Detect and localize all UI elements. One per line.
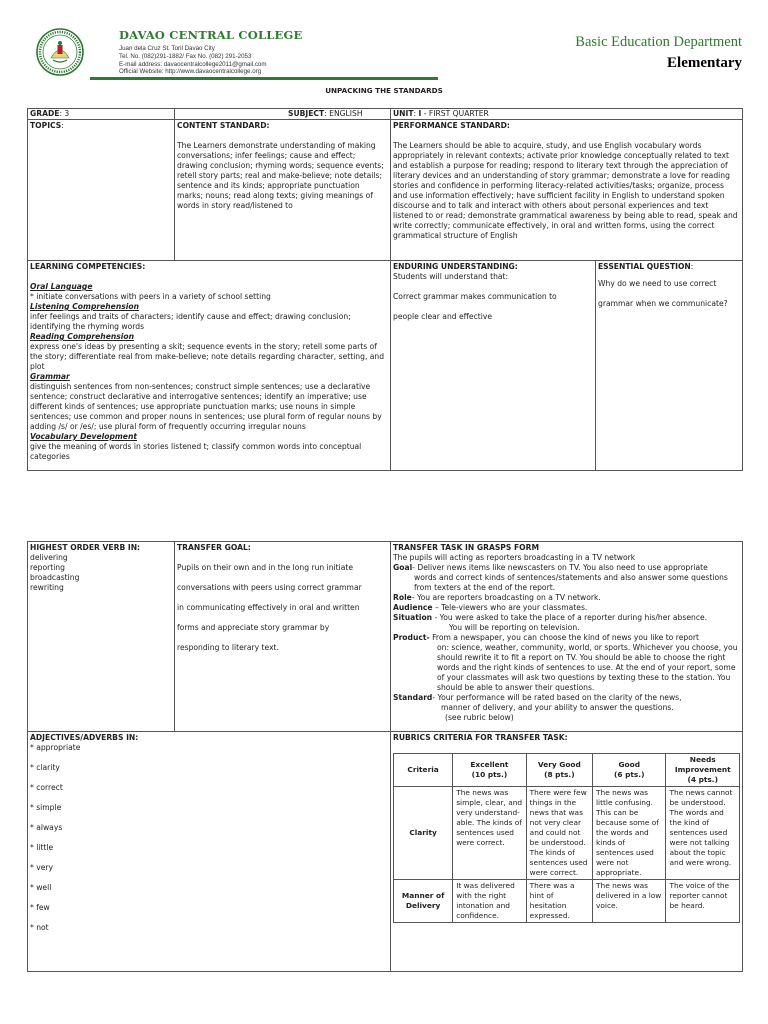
rubric-cell-text: The news was delivered in a low voice. xyxy=(593,880,666,923)
essential-question-line: grammar when we communicate? xyxy=(598,299,728,308)
enduring-understanding-cell xyxy=(391,261,596,471)
enduring-line: Correct grammar makes communication to xyxy=(393,292,557,301)
learning-competencies-label: LEARNING COMPETENCIES: xyxy=(30,262,146,271)
competency-text: infer feelings and traits of characters; identify cause and effect; drawing conclusion; identifying the rhyming words xyxy=(30,312,351,331)
rubric-cell-text: The voice of the reporter cannot be heard. xyxy=(666,880,740,923)
competency-heading: Vocabulary Development xyxy=(30,432,137,441)
rubric-cell xyxy=(391,732,743,972)
subject-cell: SUBJECT: ENGLISH xyxy=(175,109,391,120)
transfer-goal-line: responding to literary text. xyxy=(177,643,279,652)
rubric-header: Needs Improvement (4 pts.) xyxy=(666,754,740,787)
performance-standard-label: PERFORMANCE STANDARD: xyxy=(393,121,510,130)
highest-order-verb-cell xyxy=(28,542,175,732)
enduring-understanding-label: ENDURING UNDERSTANDING: xyxy=(393,262,518,271)
learning-competencies-cell xyxy=(28,261,391,471)
essential-question-label: ESSENTIAL QUESTION xyxy=(598,262,691,271)
grasps-audience: Audience – Tele-viewers who are your classmates. xyxy=(393,603,588,612)
grasps-standard: Standard- Your performance will be rated based on the clarity of the news, xyxy=(393,693,682,702)
rubric-table xyxy=(393,753,740,923)
topics-cell: TOPICS: xyxy=(28,120,175,261)
adjective-item: * clarity xyxy=(30,763,60,772)
grasps-goal: Goal- Deliver news items like newscasters on TV. You also need to use appropriate xyxy=(393,563,708,572)
rubric-cell-text: The news was simple, clear, and very understand-able. The kinds of sentences used were correct. xyxy=(453,787,526,880)
grasps-standard-note: (see rubric below) xyxy=(445,713,514,722)
transfer-goal-line: forms and appreciate story grammar by xyxy=(177,623,330,632)
highest-order-verb-label: HIGHEST ORDER VERB IN: xyxy=(30,543,141,552)
competency-text: give the meaning of words in stories listened t; classify common words into conceptual categories xyxy=(30,442,362,461)
verb-item: broadcasting xyxy=(30,573,80,582)
enduring-line: Students will understand that: xyxy=(393,272,509,281)
transfer-goal-line: Pupils on their own and in the long run initiate xyxy=(177,563,354,572)
enduring-line: people clear and effective xyxy=(393,312,493,321)
content-standard-cell xyxy=(175,120,391,261)
content-standard-label: CONTENT STANDARD: xyxy=(177,121,270,130)
rubric-header: Good (6 pts.) xyxy=(593,754,666,787)
competency-heading: Grammar xyxy=(30,372,70,381)
adjective-item: * correct xyxy=(30,783,63,792)
department-block xyxy=(575,34,742,72)
adjective-item: * little xyxy=(30,843,54,852)
grasps-situation-cont: You will be reporting on television. xyxy=(449,623,580,632)
college-address: Juan dela Cruz St. Toril Davao City xyxy=(119,45,215,52)
rubric-label: RUBRICS CRITERIA FOR TRANSFER TASK: xyxy=(393,733,568,742)
adjective-item: * few xyxy=(30,903,50,912)
rubric-header: Excellent (10 pts.) xyxy=(453,754,526,787)
competency-text: * initiate conversations with peers in a variety of school setting xyxy=(30,292,271,301)
college-info-block xyxy=(119,28,302,76)
unit-cell: UNIT: I - FIRST QUARTER xyxy=(391,109,743,120)
transfer-goal-cell xyxy=(175,542,391,732)
rubric-cell-text: The news was little confusing. This can be because some of the words and kinds of sentences used were not appropriate. xyxy=(593,787,666,880)
grasps-goal-cont: words and correct kinds of sentences/statements and also answer some questions from texters at the end of the report. xyxy=(414,573,728,592)
grasps-product: Product- From a newspaper, you can choose the kind of news you like to report xyxy=(393,633,699,642)
adjective-item: * very xyxy=(30,863,53,872)
college-name: DAVAO CENTRAL COLLEGE xyxy=(119,28,303,42)
performance-standard-text: The Learners should be able to acquire, study, and use English vocabulary words appropriately in relevant contexts; activate prior knowledge conceptually related to text and establish a purpose for reading; respond to literary text through the appreciation of literary devices and an understanding of story grammar; demonstrate a love for reading stories and confidence in performing literacy-related activities/tasks; organize, process and use information effectively; have sufficient facility in English to understand spoken discourse and to talk and interact with others about personal experiences and text listened to or read; demonstrate grammatical awareness by being able to read, speak and write correctly; communicate effectively, in oral and written forms, using the correct grammatical structure of English xyxy=(393,141,738,240)
essential-question-line: Why do we need to use correct xyxy=(598,279,717,288)
adjective-item: * always xyxy=(30,823,63,832)
college-contact xyxy=(119,45,302,76)
rubric-header: Very Good (8 pts.) xyxy=(526,754,592,787)
college-website: Official Website: http://www.davaocentralcollege.org xyxy=(119,68,262,76)
college-seal-logo xyxy=(36,28,84,76)
grasps-intro: The pupils will acting as reporters broadcasting in a TV network xyxy=(393,553,636,562)
grasps-standard-cont: manner of delivery, and your ability to answer the questions. xyxy=(441,703,674,712)
rubric-cell-text: There were few things in the news that was not very clear and could not be understood. The kinds of sentences used were correct. xyxy=(526,787,592,880)
grasps-situation: Situation - You were asked to take the place of a reporter during his/her absence. xyxy=(393,613,708,622)
college-email: E-mail address: davaocentralcollege2011@gmail.com xyxy=(119,60,267,68)
essential-question-cell: ESSENTIAL QUESTION: Why do we need to use correct grammar when we communicate? xyxy=(596,261,743,471)
transfer-table xyxy=(27,541,743,972)
verb-item: delivering xyxy=(30,553,68,562)
rubric-criteria: Manner of Delivery xyxy=(394,880,453,923)
competency-list xyxy=(30,282,388,462)
grasps-product-cont: on: science, weather, community, world, or sports. Whichever you choose, you should rewrite it to fit a report on TV. You should be able to choose the right words and the right kinds of sentences to use. At the end of your report, some of your classmates will ask two questions by texting these to the station. You should be able to answer their questions. xyxy=(437,643,738,692)
competency-text: express one's ideas by presenting a skit; sequence events in the story; retell some parts of the story; differentiate real from make-believe; note details regarding character, setting, and plot xyxy=(30,342,385,371)
grasps-role: Role- You are reporters broadcasting on a TV network. xyxy=(393,593,601,602)
letterhead xyxy=(30,24,748,82)
content-standard-text: The Learners demonstrate understanding of making conversations; infer feelings; cause and effect; drawing conclusion; rhyming words; sequence events; retell story parts; real and make-believe; note details; sentence and its kinds; appropriate punctuation marks; nouns; read along texts; giving meanings of words in story read/listened to xyxy=(177,141,384,210)
rubric-cell-text: There was a hint of hesitation expressed. xyxy=(526,880,592,923)
transfer-goal-line: in communicating effectively in oral and written xyxy=(177,603,360,612)
department-level: Elementary xyxy=(667,55,742,71)
adjective-item: * appropriate xyxy=(30,743,81,752)
rubric-criteria: Clarity xyxy=(394,787,453,880)
grade-cell: GRADE: 3 xyxy=(28,109,175,120)
transfer-goal-label: TRANSFER GOAL: xyxy=(177,543,251,552)
header-rule xyxy=(90,77,438,80)
rubric-cell-text: It was delivered with the right intonation and confidence. xyxy=(453,880,526,923)
adjective-item: * simple xyxy=(30,803,62,812)
competency-text: distinguish sentences from non-sentences; construct simple sentences; use a declarative sentence; construct declarative and interrogative sentences; identify an imperative; use different kinds of sentences; use appropriate punctuation marks; use nouns in simple sentences; use common and proper nouns in sentences; use plural form of regular nouns by adding /s/ or /es/; use plural form of frequently occurring irregular nouns xyxy=(30,382,382,431)
grasps-cell xyxy=(391,542,743,732)
rubric-header: Criteria xyxy=(394,754,453,787)
adjectives-adverbs-label: ADJECTIVES/ADVERBS IN: xyxy=(30,733,139,742)
adjective-item: * well xyxy=(30,883,52,892)
competency-heading: Reading Comprehension xyxy=(30,332,135,341)
performance-standard-cell xyxy=(391,120,743,261)
verb-item: reporting xyxy=(30,563,65,572)
document-title: UNPACKING THE STANDARDS xyxy=(325,86,443,95)
grasps-label: TRANSFER TASK IN GRASPS FORM xyxy=(393,543,540,552)
transfer-goal-line: conversations with peers using correct grammar xyxy=(177,583,362,592)
adjectives-adverbs-cell xyxy=(28,732,391,972)
rubric-cell-text: The news cannot be understood. The words and the kind of sentences used were not talking about the topic and were wrong. xyxy=(666,787,740,880)
adjective-item: * not xyxy=(30,923,49,932)
competency-heading: Listening Comprehension xyxy=(30,302,139,311)
department-name: Basic Education Department xyxy=(575,34,742,50)
verb-item: rewriting xyxy=(30,583,64,592)
standards-table xyxy=(27,108,743,471)
competency-heading: Oral Language xyxy=(30,282,93,291)
college-tel: Tel. No. (082)291-1882/ Fax No. (082) 291-2053 xyxy=(119,52,252,60)
